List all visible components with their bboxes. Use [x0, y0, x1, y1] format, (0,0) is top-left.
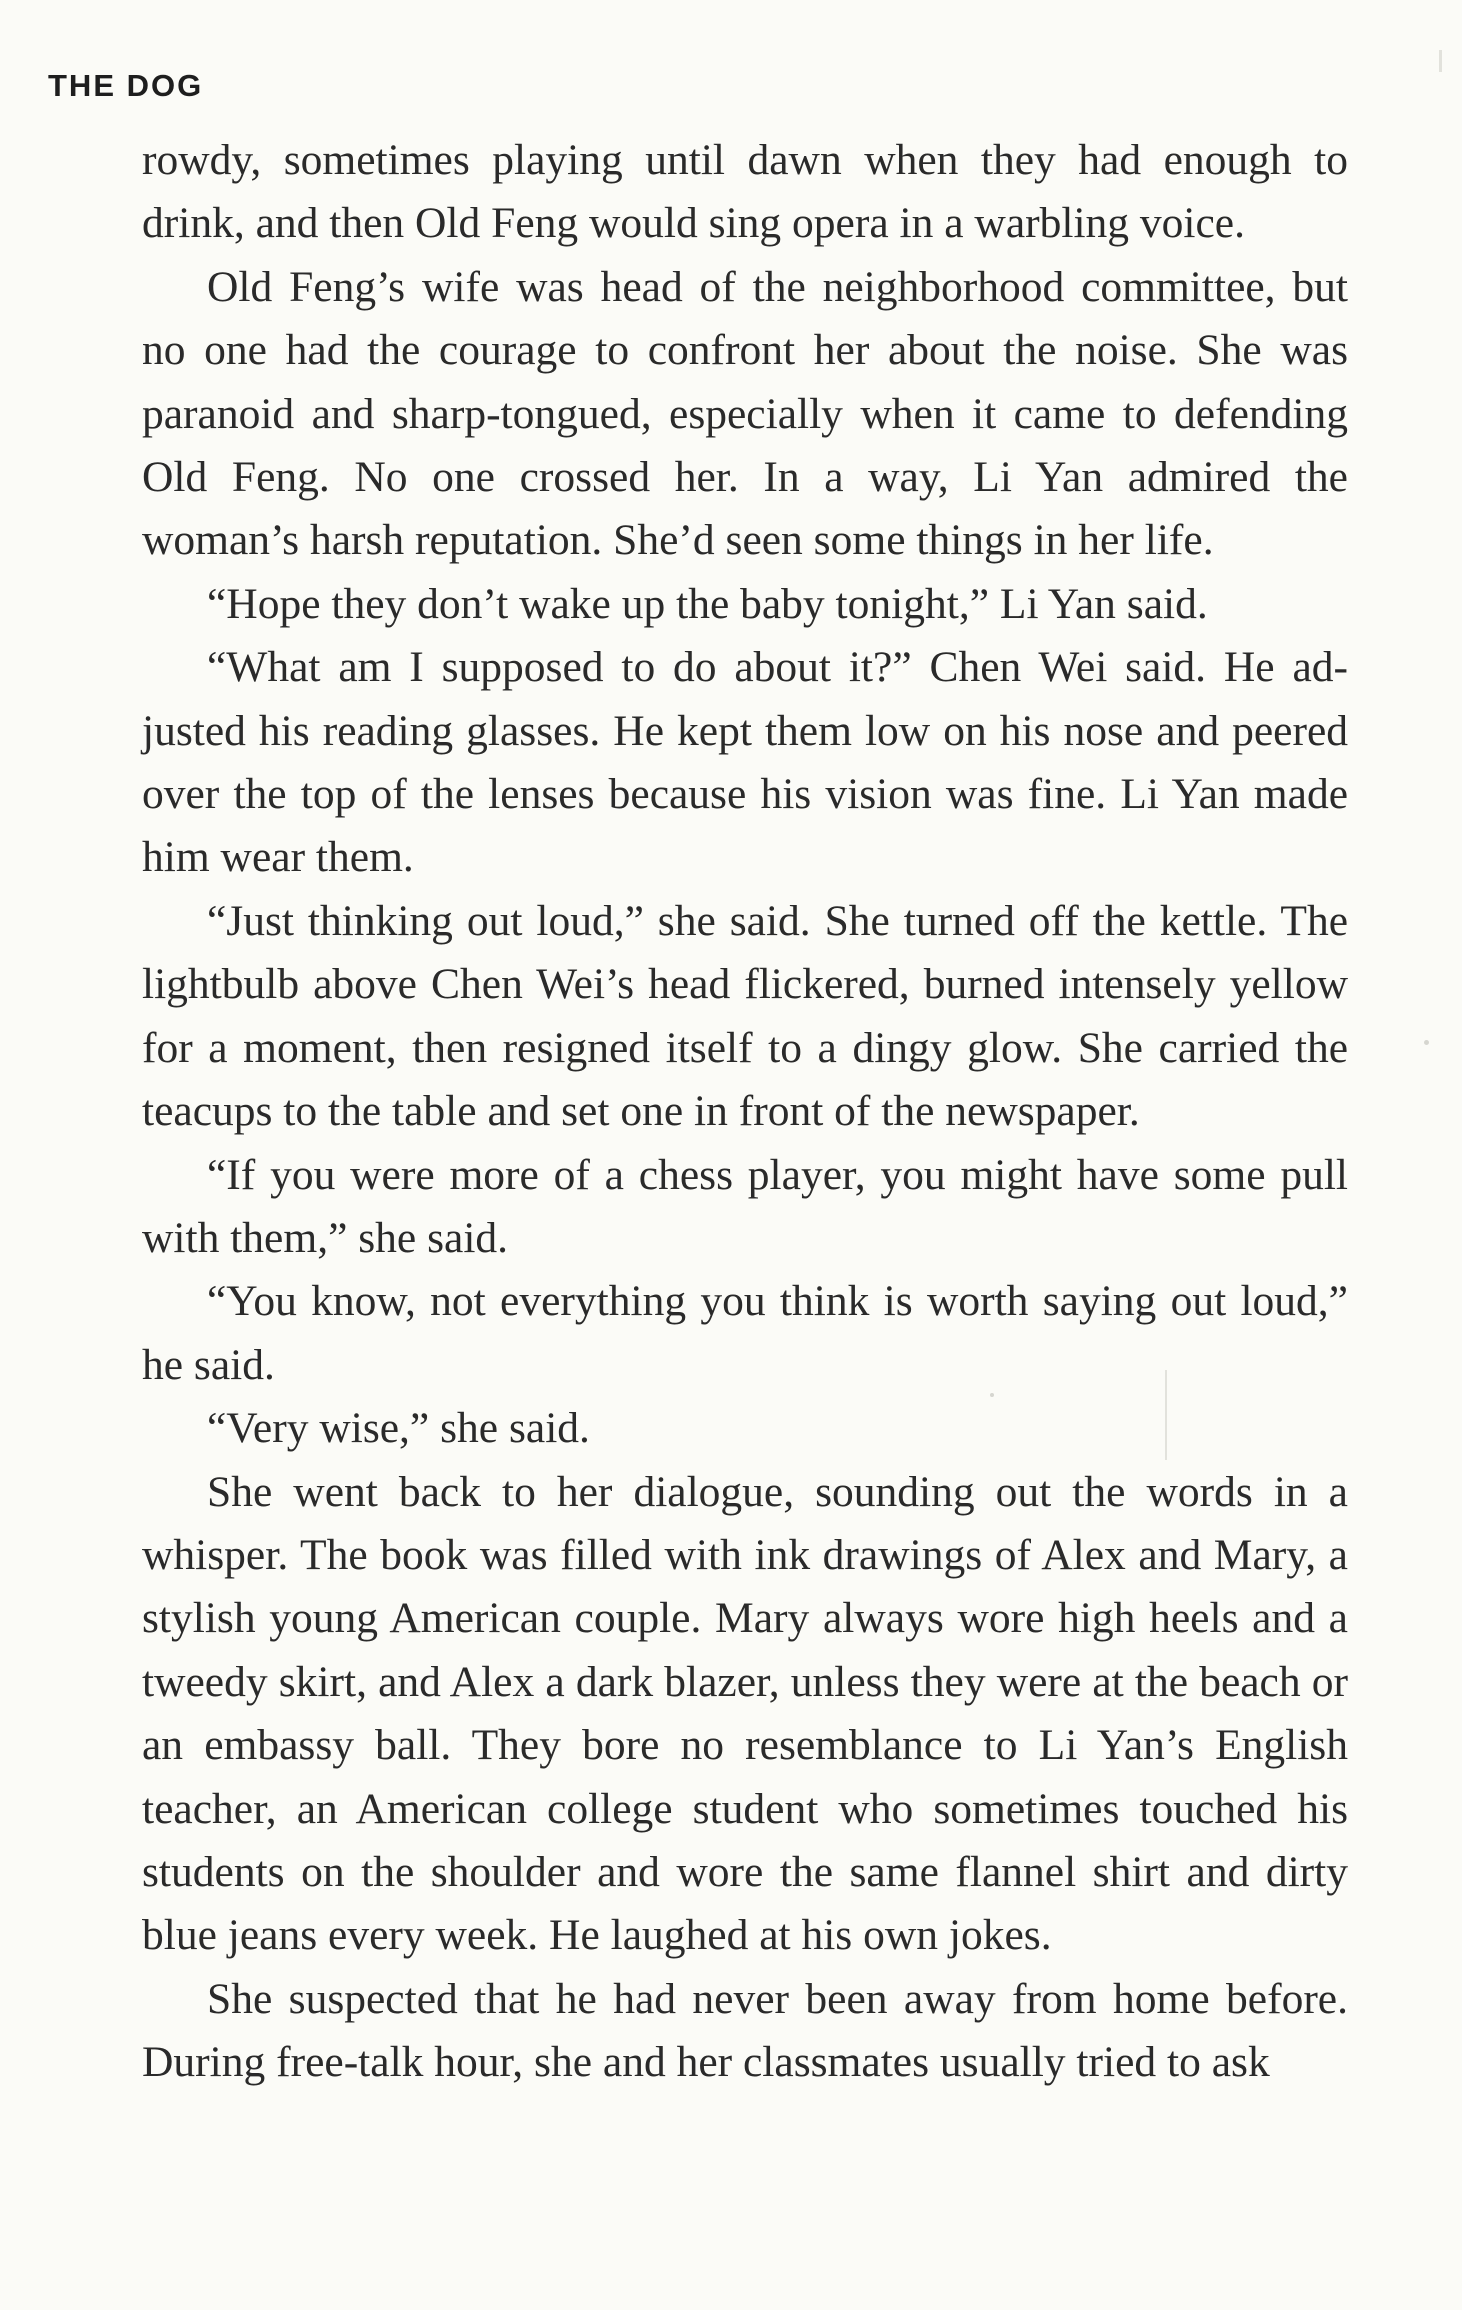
scan-mark	[1165, 1370, 1167, 1460]
body-text	[142, 129, 1348, 2095]
paragraph: “Hope they don’t wake up the baby tonight,” Li Yan said.	[207, 579, 1208, 628]
paragraph: “Just thinking out loud,” she said. She turned off the kettle. The lightbulb above Chen Wei’s head flickered, burned intensely yellow for a moment, then resigned itself to a dingy glow. She carried the teacups to the table and set one in front of the newspaper.	[142, 896, 1348, 1136]
scan-speck	[990, 1393, 994, 1397]
paragraph: She suspected that he had never been away from home before. During free-talk hour, she and her classmates usually tried to ask	[142, 1974, 1348, 2087]
paragraph: Old Feng’s wife was head of the neighborhood committee, but no one had the courage to confront her about the noise. She was paranoid and sharp-tongued, especially when it came to defending Old Feng. No one crossed her. In a way, Li Yan admired the woman’s harsh reputation. She’d seen some things in her life.	[142, 262, 1348, 565]
paragraph: “You know, not everything you think is worth saying out loud,” he said.	[142, 1277, 1348, 1389]
paragraph: rowdy, sometimes playing until dawn when they had enough to drink, and then Old Feng would sing opera in a warbling voice.	[142, 136, 1348, 248]
paragraph: “Very wise,” she said.	[207, 1404, 590, 1453]
scan-mark	[1439, 50, 1442, 72]
scan-speck	[1424, 1040, 1429, 1045]
running-head: THE DOG	[48, 68, 204, 103]
paragraph: “If you were more of a chess player, you might have some pull with them,” she said.	[142, 1150, 1348, 1262]
paragraph: She went back to her dialogue, sounding out the words in a whisper. The book was filled with ink drawings of Alex and Mary, a stylish young American couple. Mary always wore high heels and a tweedy skirt, and Alex a dark blazer, unless they were at the beach or an embassy ball. They bore no resemblance to Li Yan’s English teacher, an American college student who sometimes touched his students on the shoulder and wore the same flannel shirt and dirty blue jeans every week. He laughed at his own jokes.	[142, 1467, 1348, 1960]
paragraph: “What am I supposed to do about it?” Chen Wei said. He adjusted his reading glasses. He kept them low on his nose and peered over the top of the lenses because his vision was fine. Li Yan made him wear them.	[142, 643, 1348, 882]
